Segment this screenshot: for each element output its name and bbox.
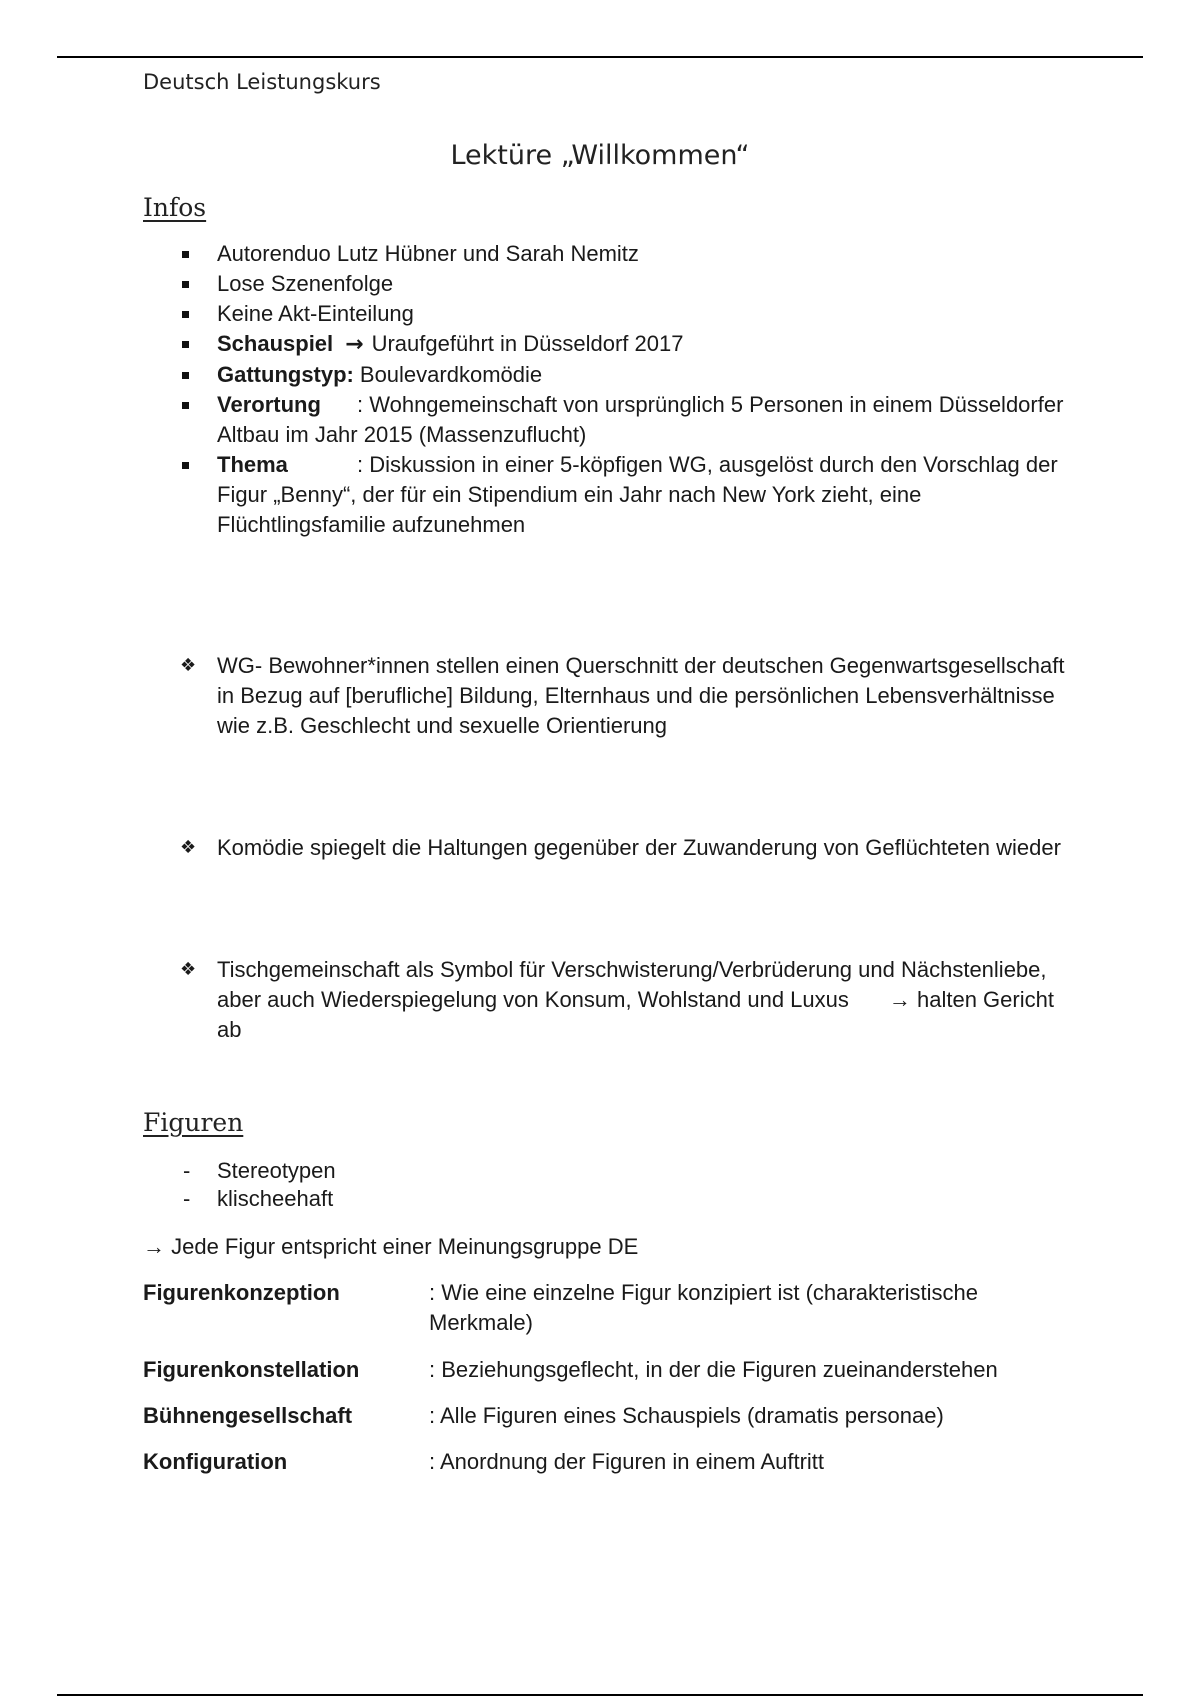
point-paragraph: ❖ Tischgemeinschaft als Symbol für Verschwisterung/Verbrüderung und Nächstenliebe, aber auch Wiederspiegelung von Konsum, Wohlstand und Luxus → halten Gericht ab <box>180 957 1054 1042</box>
course-header: Deutsch Leistungskurs <box>143 70 381 94</box>
definition-row <box>143 1355 1083 1385</box>
list-item: Keine Akt-Einteilung <box>143 299 1083 329</box>
arrow-icon: → <box>345 332 364 357</box>
bottom-rule <box>57 1694 1143 1696</box>
point-paragraph: ❖ Komödie spiegelt die Haltungen gegenüber der Zuwanderung von Geflüchteten wieder <box>143 833 1083 863</box>
definition-text: : Alle Figuren eines Schauspiels (dramatis personae) <box>429 1403 944 1428</box>
conclusion-text: → Jede Figur entspricht einer Meinungsgruppe DE <box>143 1234 639 1259</box>
square-bullet-icon <box>182 341 189 348</box>
square-bullet-icon <box>182 251 189 258</box>
item-label: Schauspiel <box>217 331 334 356</box>
definition-row <box>143 1401 1083 1431</box>
definition-row <box>143 1447 1083 1477</box>
top-rule <box>57 56 1143 58</box>
item-label: Verortung <box>217 392 321 417</box>
infos-list <box>143 239 1083 540</box>
definition-term: Figurenkonzeption <box>143 1280 340 1305</box>
square-bullet-icon <box>182 462 189 469</box>
definition-term: Bühnengesellschaft <box>143 1403 353 1428</box>
square-bullet-icon <box>182 281 189 288</box>
square-bullet-icon <box>182 311 189 318</box>
infos-heading: Infos <box>143 193 207 222</box>
diamond-bullet-icon: ❖ <box>180 959 197 980</box>
list-item: Autorenduo Lutz Hübner und Sarah Nemitz <box>143 239 1083 269</box>
list-item: Gattungstyp: Boulevardkomödie <box>143 360 1083 390</box>
figuren-heading: Figuren <box>143 1108 244 1137</box>
list-item: Thema : Diskussion in einer 5-köpfigen WG, ausgelöst durch den Vorschlag der Figur „Benny“, der für ein Stipendium ein Jahr nach New York zieht, eine Flüchtlingsfamilie aufzunehmen <box>143 450 1083 540</box>
list-item: Verortung : Wohngemeinschaft von ursprünglich 5 Personen in einem Düsseldorfer Altbau im Jahr 2015 (Massenzuflucht) <box>143 390 1083 450</box>
square-bullet-icon <box>182 402 189 409</box>
dash-bullet: - <box>183 1186 191 1211</box>
list-item: - Stereotypen <box>143 1156 1083 1186</box>
dash-bullet: - <box>183 1158 191 1183</box>
definition-text: : Beziehungsgeflecht, in der die Figuren zueinanderstehen <box>429 1357 998 1382</box>
list-item: Lose Szenenfolge <box>143 269 1083 299</box>
definition-term: Konfiguration <box>143 1449 288 1474</box>
definition-text: : Wie eine einzelne Figur konzipiert ist (charakteristische Merkmale) <box>429 1280 979 1335</box>
diamond-bullet-icon: ❖ <box>180 837 197 858</box>
diamond-bullet-icon: ❖ <box>180 655 197 676</box>
list-item: Schauspiel → Uraufgeführt in Düsseldorf 2017 <box>143 329 1083 360</box>
page-title: Lektüre „Willkommen“ <box>450 140 750 171</box>
dash-list <box>143 1156 1083 1214</box>
point-paragraph: ❖ WG- Bewohner*innen stellen einen Querschnitt der deutschen Gegenwartsgesellschaft in Bezug auf [berufliche] Bildung, Elternhaus und die persönlichen Lebensverhältnisse wie z.B. Geschlecht und sexuelle Orientierung <box>180 653 1065 738</box>
definition-row <box>143 1278 1083 1338</box>
item-label: Thema <box>217 452 288 477</box>
definition-text: : Anordnung der Figuren in einem Auftritt <box>429 1449 825 1474</box>
square-bullet-icon <box>182 372 189 379</box>
item-label: Gattungstyp: <box>217 362 354 387</box>
definitions-list <box>143 1278 1083 1477</box>
point-tail: → halten Gericht ab <box>217 987 1054 1042</box>
definition-term: Figurenkonstellation <box>143 1357 360 1382</box>
list-item: - klischeehaft <box>143 1184 1083 1214</box>
